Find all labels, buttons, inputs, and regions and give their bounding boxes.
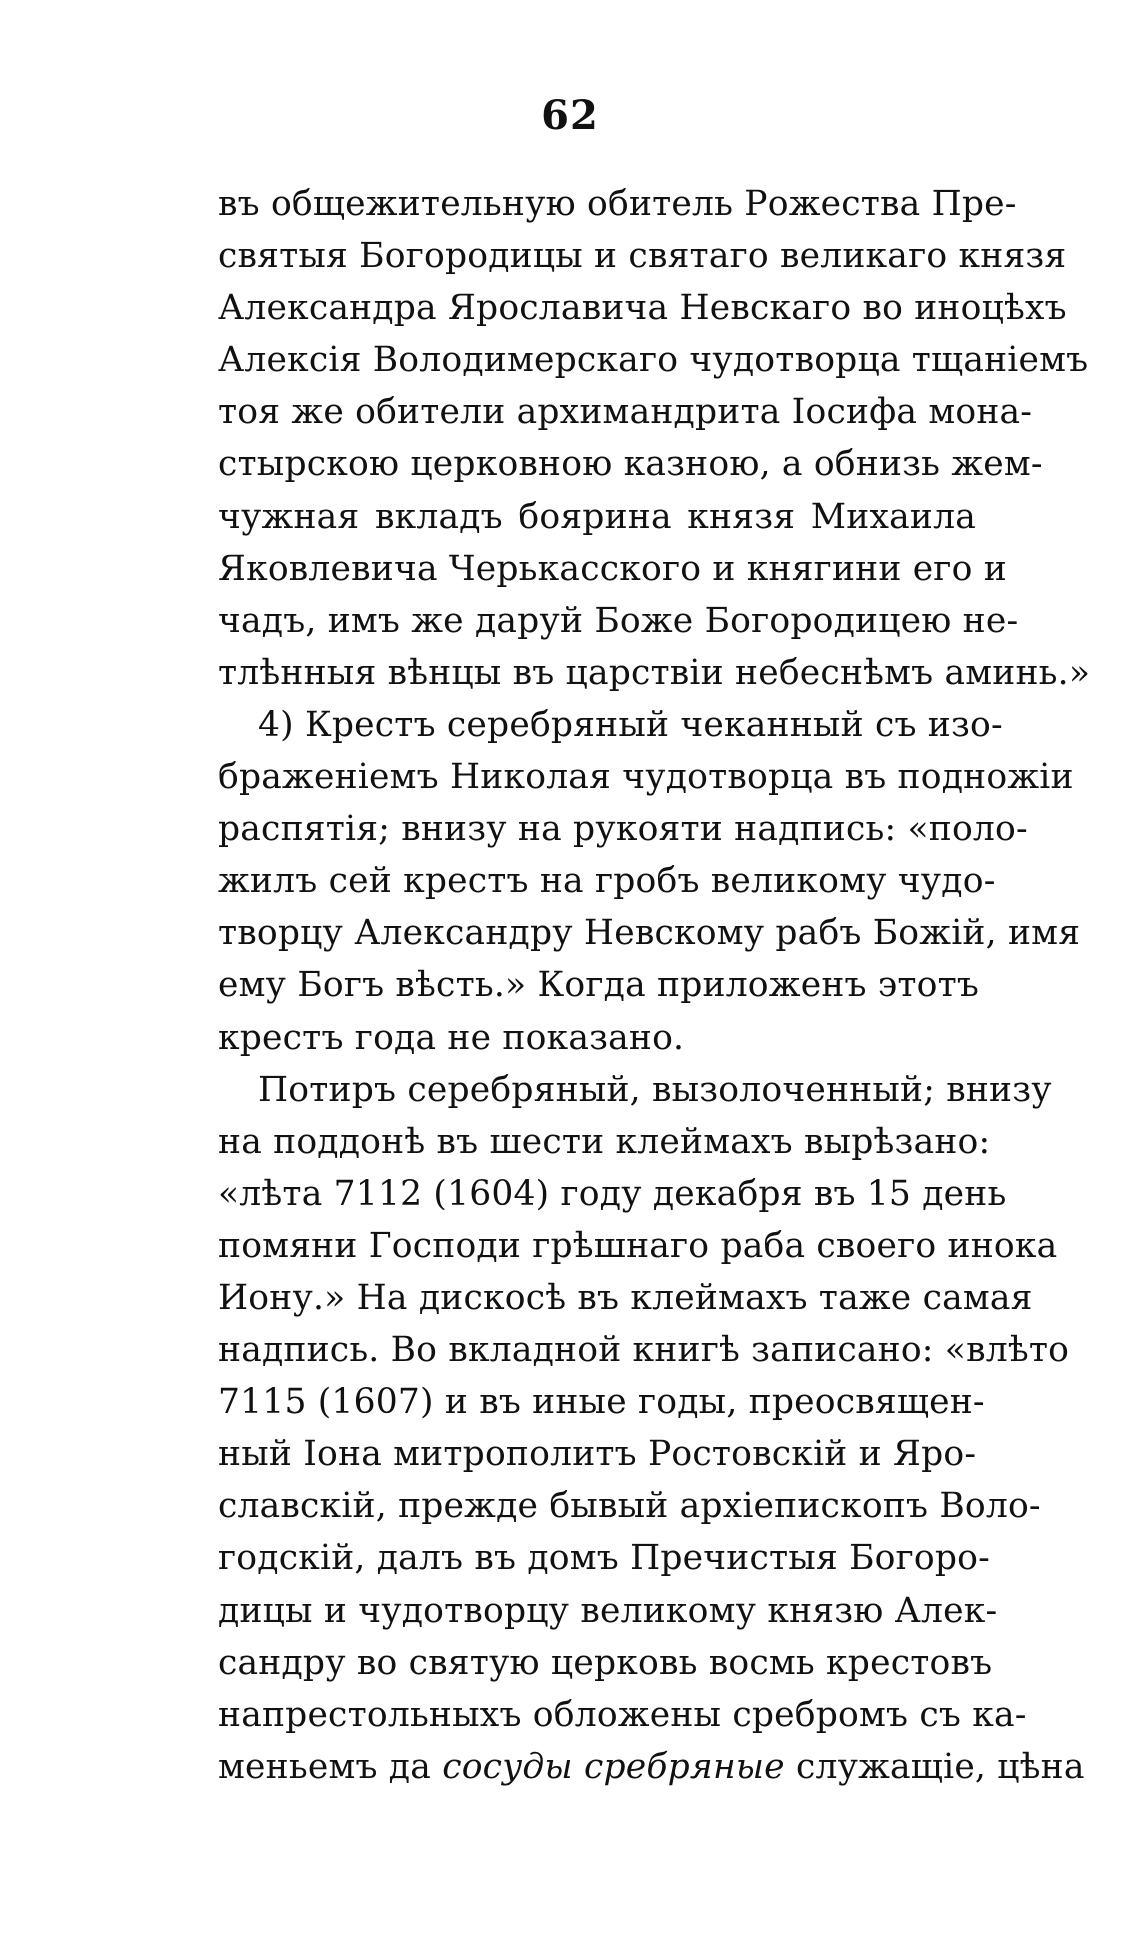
text-line-25: ный Іона митрополитъ Ростовскій и Яро- [218, 1434, 977, 1475]
text-line-1: въ общежительную обитель Рожества Пре- [218, 184, 1017, 224]
text-line-26: славскій, прежде бывый архіепископъ Воло- [218, 1486, 1041, 1527]
text-line-9: чадъ, имъ же даруй Боже Богородицею не- [218, 600, 1019, 641]
text-line-7: чужная вкладъ боярина князя Михаила [218, 496, 976, 537]
text-line-20: «лѣта 7112 (1604) году декабря въ 15 день [218, 1173, 1007, 1214]
text-line-31-italic: сосуды сребряные [442, 1746, 785, 1787]
text-line-3: Александра Ярославича Невскаго во иноцѣхъ [218, 288, 1067, 329]
text-line-2: святыя Богородицы и святаго великаго князя [218, 236, 1067, 277]
text-line-30: напрестольныхъ обложены сребромъ съ ка- [218, 1694, 1027, 1735]
page-number: 62 [541, 92, 599, 139]
text-line-31-part-1: меньемъ да [218, 1746, 443, 1787]
text-line-19: на поддонѣ въ шести клеймахъ вырѣзано: [218, 1121, 991, 1162]
text-line-8: Яковлевича Черькасского и княгини его и [218, 548, 1007, 589]
text-line-28: дицы и чудотворцу великому князю Алек- [218, 1590, 998, 1631]
text-line-11: 4) Крестъ серебряный чеканный съ изо- [258, 704, 1003, 745]
text-line-10: тлѣнныя вѣнцы въ царствіи небеснѣмъ аминь.» [218, 652, 1091, 693]
text-line-4: Алексія Володимерскаго чудотворца тщаніемъ [218, 340, 1089, 381]
text-line-31 [218, 1741, 1085, 1793]
text-line-14: жилъ сей крестъ на гробъ великому чудо- [218, 861, 996, 902]
text-line-21: помяни Господи грѣшнаго раба своего инока [218, 1225, 1058, 1266]
text-line-29: сандру во святую церковь восмь крестовъ [218, 1642, 993, 1683]
text-line-24: 7115 (1607) и въ иные годы, преосвящен- [218, 1382, 985, 1423]
text-line-15: творцу Александру Невскому рабъ Божій, имя [218, 913, 1081, 954]
text-line-16: ему Богъ вѣсть.» Когда приложенъ этотъ [218, 965, 980, 1006]
text-line-22: Иону.» На дискосѣ въ клеймахъ таже самая [218, 1277, 1033, 1318]
text-line-6: стырскою церковною казною, а обнизь жем- [218, 444, 1043, 485]
text-block [218, 178, 1091, 1793]
text-line-12: браженіемъ Николая чудотворца въ подножіи [218, 757, 1074, 798]
text-line-23: надпись. Во вкладной книгѣ записано: «влѣто [218, 1330, 1070, 1371]
text-line-17: крестъ года не показано. [218, 1017, 685, 1058]
text-line-27: годскій, далъ въ домъ Пречистыя Богоро- [218, 1538, 990, 1579]
text-line-31-part-3: служащіе, цѣна [784, 1746, 1085, 1787]
text-line-5: тоя же обители архимандрита Іосифа мона- [218, 392, 1033, 433]
text-line-18: Потиръ серебряный, вызолоченный; внизу [258, 1069, 1052, 1110]
text-line-13: распятія; внизу на рукояти надпись: «поло- [218, 809, 1028, 850]
